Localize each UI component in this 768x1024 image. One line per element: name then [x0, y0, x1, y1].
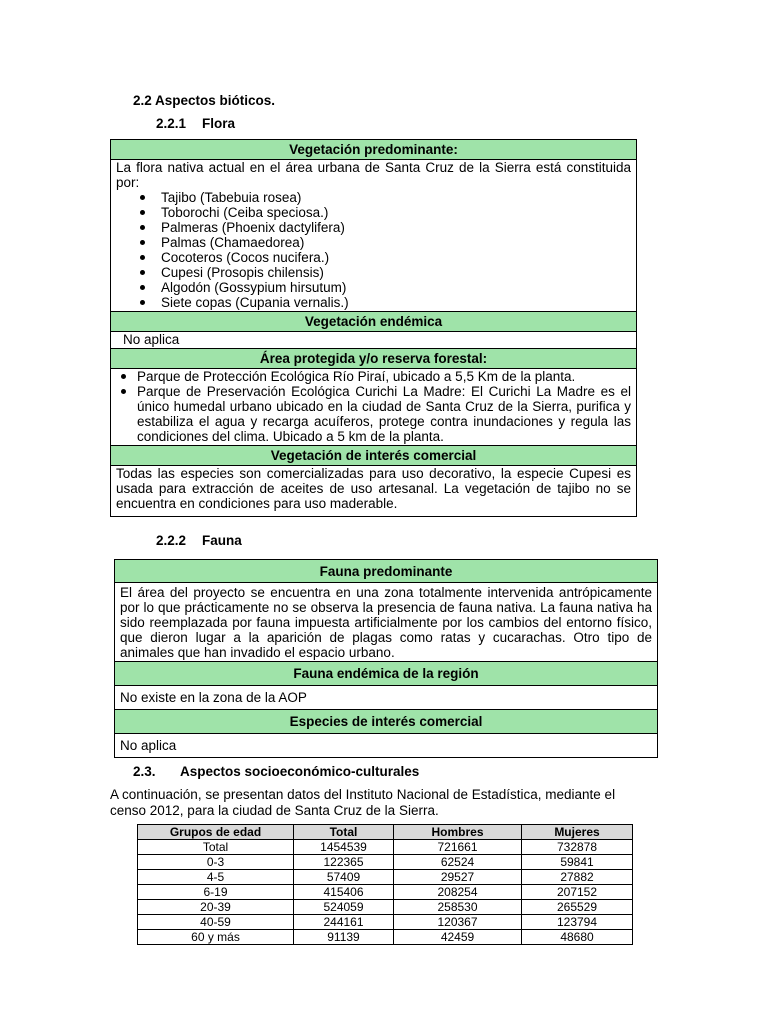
area-cell	[111, 369, 637, 446]
table-row: 0-3 122365 62524 59841	[138, 855, 633, 870]
species-item: Tajibo (Tabebuia rosea)	[161, 190, 631, 205]
col-header-age: Grupos de edad	[138, 825, 294, 840]
fauna-end-header: Fauna endémica de la región	[115, 662, 658, 686]
table-row: 6-19 415406 208254 207152	[138, 885, 633, 900]
area-list	[116, 369, 631, 444]
veg-com-header: Vegetación de interés comercial	[111, 446, 637, 466]
fauna-heading-title: Fauna	[202, 533, 242, 548]
area-item: Parque de Preservación Ecológica Curichi La Madre: El Curichi La Madre es el único humedal urbano ubicado en la ciudad de Santa Cruz de la Sierra, purifica y estabiliza el agua y recarga acuíferos, protege contra inundaciones y regula las condiciones del clima. Ubicado a 5 km de la planta.	[137, 384, 631, 444]
species-item: Cocoteros (Cocos nucifera.)	[161, 250, 631, 265]
species-item: Siete copas (Cupania vernalis.)	[161, 295, 631, 310]
veg-com-text: Todas las especies son comercializadas para uso decorativo, la especie Cupesi es usada para extracción de aceites de uso artesanal. La vegetación de tajibo no se encuentra en condiciones para uso maderable.	[111, 466, 637, 517]
species-item: Cupesi (Prosopis chilensis)	[161, 265, 631, 280]
table-row: 4-5 57409 29527 27882	[138, 870, 633, 885]
flora-heading	[156, 116, 235, 131]
section-heading: 2.2 Aspectos bióticos.	[133, 93, 276, 108]
species-item: Palmas (Chamaedorea)	[161, 235, 631, 250]
fauna-end-value: No existe en la zona de la AOP	[115, 686, 658, 710]
col-header-total: Total	[294, 825, 394, 840]
species-item: Toborochi (Ceiba speciosa.)	[161, 205, 631, 220]
fauna-heading-number: 2.2.2	[156, 533, 187, 548]
veg-end-header: Vegetación endémica	[111, 312, 637, 332]
fauna-com-header: Especies de interés comercial	[115, 710, 658, 734]
census-table	[137, 824, 633, 945]
veg-pred-cell	[111, 160, 637, 312]
table-row: 20-39 524059 258530 265529	[138, 900, 633, 915]
table-row: 40-59 244161 120367 123794	[138, 915, 633, 930]
socio-intro: A continuación, se presentan datos del Instituto Nacional de Estadística, mediante el censo 2012, para la ciudad de Santa Cruz de la Sierra.	[110, 787, 616, 818]
veg-end-value: No aplica	[111, 332, 637, 349]
species-item: Palmeras (Phoenix dactylifera)	[161, 220, 631, 235]
table-row: 60 y más 91139 42459 48680	[138, 930, 633, 945]
area-header: Área protegida y/o reserva forestal:	[111, 349, 637, 369]
census-header-row	[138, 825, 633, 840]
table-row: Total 1454539 721661 732878	[138, 840, 633, 855]
fauna-pred-header: Fauna predominante	[115, 560, 658, 583]
col-header-women: Mujeres	[522, 825, 633, 840]
socio-heading	[133, 764, 419, 779]
species-item: Algodón (Gossypium hirsutum)	[161, 280, 631, 295]
veg-pred-header: Vegetación predominante:	[111, 140, 637, 160]
fauna-table	[114, 559, 658, 758]
col-header-men: Hombres	[394, 825, 522, 840]
fauna-pred-text: El área del proyecto se encuentra en una zona totalmente intervenida antrópicamente por lo que prácticamente no se observa la presencia de fauna nativa. La fauna nativa ha sido reemplazada por fauna impuesta artificialmente por los cambios del entorno físico, que dieron lugar a la aparición de plagas como ratas y cucarachas. Otro tipo de animales que han invadido el espacio urbano.	[115, 583, 658, 662]
flora-heading-number: 2.2.1	[156, 116, 187, 131]
flora-heading-title: Flora	[202, 116, 236, 131]
socio-heading-number: 2.3.	[133, 764, 156, 779]
fauna-heading	[156, 533, 242, 548]
species-list	[116, 190, 631, 310]
socio-heading-title: Aspectos socioeconómico-culturales	[180, 764, 420, 779]
fauna-com-value: No aplica	[115, 734, 658, 758]
area-item: Parque de Protección Ecológica Río Piraí, ubicado a 5,5 Km de la planta.	[137, 369, 631, 384]
flora-table	[110, 139, 637, 517]
veg-pred-intro: La flora nativa actual en el área urbana de Santa Cruz de la Sierra está constituida por:	[116, 160, 631, 190]
